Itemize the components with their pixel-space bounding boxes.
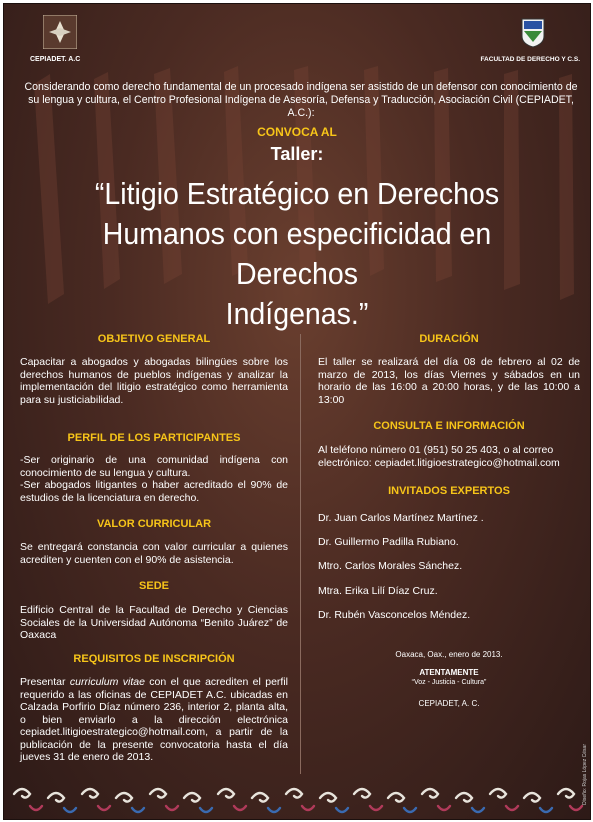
- intro-paragraph: Considerando como derecho fundamental de un procesado indígena ser asistido de un defensor con conocimiento de su lengua y cultura, el Centro Profesional Indígena de Asesoría, Defensa y Traducción, Asociación Civil (CEPIADET, A.C.):: [24, 81, 578, 119]
- sede-text: Edificio Central de la Facultad de Derecho y Ciencias Sociales de la Universidad Autónoma “Benito Juárez” de Oaxaca: [20, 604, 288, 641]
- place-date: Oaxaca, Oax., enero de 2013.: [395, 650, 503, 659]
- left-column: [20, 4, 288, 819]
- valor-text: Se entregará constancia con valor curricular a quienes acrediten y cuenten con el 90% de asistencia.: [20, 541, 288, 566]
- atentamente-label: ATENTAMENTE: [419, 668, 479, 677]
- requisitos-heading: REQUISITOS DE INSCRIPCIÓN: [73, 653, 235, 665]
- objetivo-heading: OBJETIVO GENERAL: [97, 333, 211, 345]
- perfil-text-2: -Ser abogados litigantes o haber acreditado el 90% de estudios de la licenciatura en derecho.: [20, 479, 288, 504]
- wave-pattern-border: [4, 772, 590, 819]
- expert-item: Mtra. Erika Lilí Díaz Cruz.: [318, 585, 438, 597]
- perfil-heading: PERFIL DE LOS PARTICIPANTES: [67, 432, 241, 444]
- consulta-heading: CONSULTA E INFORMACIÓN: [373, 420, 525, 432]
- taller-heading: Taller:: [270, 144, 324, 164]
- column-divider: [300, 334, 301, 774]
- requisitos-text: [20, 676, 288, 764]
- title-line: “Litigio Estratégico en Derechos: [94, 176, 500, 211]
- design-credit: Diseño: Rojas López César: [582, 744, 588, 805]
- lema-text: “Voz - Justicia - Cultura”: [411, 679, 487, 686]
- expert-item: Dr. Guillermo Padilla Rubiano.: [318, 536, 459, 548]
- valor-heading: VALOR CURRICULAR: [96, 518, 212, 530]
- poster: [3, 3, 591, 820]
- right-org-label: FACULTAD DE DERECHO Y C.S.: [480, 56, 580, 63]
- duracion-text: El taller se realizará del día 08 de febrero al 02 de marzo de 2013, los días Viernes y sábados en un horario de las 16:00 a 20:00 horas, y de las 10:00 a 13:00: [318, 356, 580, 406]
- objetivo-text: Capacitar a abogados y abogadas bilingües sobre los derechos humanos de pueblos indígenas y analizar la implementación del litigio estratégico como herramienta para su justiciabilidad.: [20, 356, 288, 406]
- expert-item: Dr. Juan Carlos Martínez Martínez .: [318, 512, 484, 524]
- sede-heading: SEDE: [139, 580, 169, 592]
- invitados-heading: INVITADOS EXPERTOS: [388, 485, 510, 497]
- convoca-heading: CONVOCA AL: [257, 125, 337, 139]
- consulta-text: Al teléfono número 01 (951) 50 25 403, o al correo electrónico: cepiadet.litigioestrategico@hotmail.com: [318, 444, 560, 469]
- requisitos-text-end: con el que acrediten el perfil requerido a las oficinas de CEPIADET A.C. ubicadas en Calzada Porfirio Díaz número 236, interior 2, planta alta, o bien enviarlo a la dirección electrónica cepiadet.litigioestrategico@hotmail.com, a partir de la publicación de la presente convocatoria hasta el día jueves 31 de enero de 2013.: [20, 676, 288, 763]
- duracion-heading: DURACIÓN: [419, 333, 479, 345]
- perfil-text-1: -Ser originario de una comunidad indígena con conocimiento de su lengua y cultura.: [20, 454, 288, 479]
- left-org-label: CEPIADET. A.C: [30, 56, 81, 63]
- curriculum-vitae-term: curriculum vitae: [69, 676, 145, 688]
- right-column: [318, 4, 580, 819]
- expert-item: Dr. Rubén Vasconcelos Méndez.: [318, 609, 471, 621]
- requisitos-text-start: Presentar: [20, 676, 70, 688]
- expert-item: Mtro. Carlos Morales Sánchez.: [318, 560, 463, 572]
- signature-org: CEPIADET, A. C.: [418, 699, 480, 708]
- title-line: Indígenas.”: [225, 296, 369, 331]
- title-line: Humanos con especificidad en Derechos: [102, 216, 492, 291]
